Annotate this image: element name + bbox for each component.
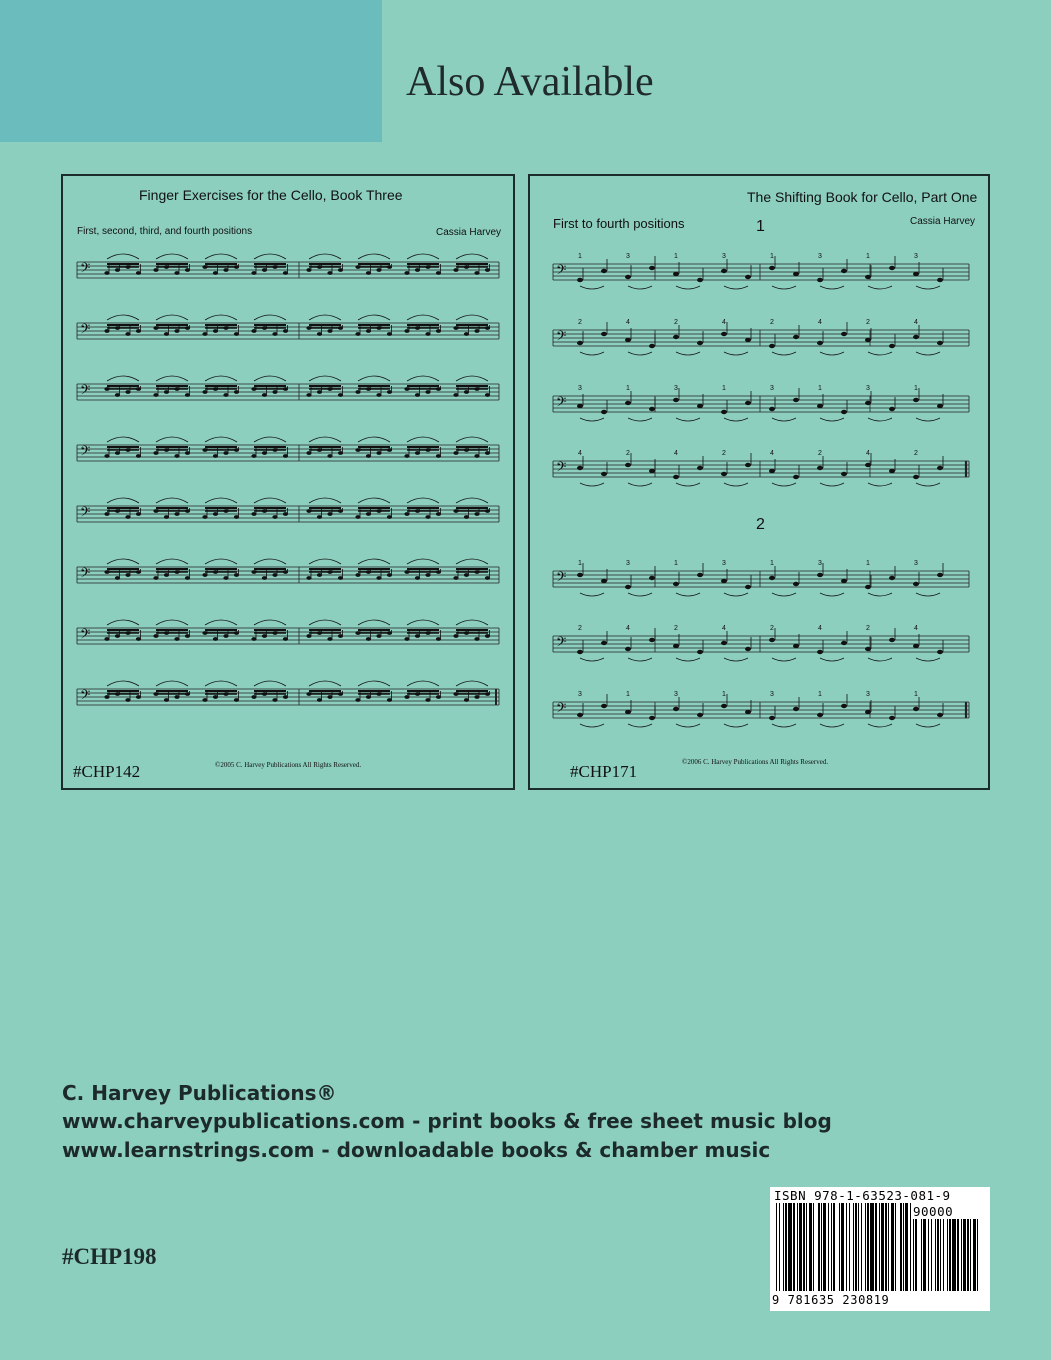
book-copyright: ©2006 C. Harvey Publications All Rights Reserved. — [682, 758, 829, 766]
svg-text:2: 2 — [866, 319, 870, 326]
svg-text:𝄢: 𝄢 — [80, 626, 91, 645]
svg-text:4: 4 — [770, 450, 774, 457]
publisher-website-1: www.charveypublications.com - print books & free sheet music blog — [62, 1109, 832, 1133]
svg-text:4: 4 — [722, 319, 726, 326]
isbn-barcode — [770, 1187, 990, 1311]
publisher-name: C. Harvey Publications® — [62, 1081, 337, 1105]
svg-text:𝄢: 𝄢 — [556, 700, 567, 719]
svg-text:𝄢: 𝄢 — [556, 634, 567, 653]
svg-text:𝄢: 𝄢 — [556, 328, 567, 347]
svg-text:2: 2 — [866, 625, 870, 632]
svg-text:2: 2 — [578, 319, 582, 326]
book-copyright: ©2005 C. Harvey Publications All Rights Reserved. — [215, 761, 362, 769]
svg-text:3: 3 — [818, 253, 822, 260]
book-title: The Shifting Book for Cello, Part One — [747, 189, 978, 205]
svg-text:𝄢: 𝄢 — [80, 321, 91, 340]
svg-text:2: 2 — [674, 625, 678, 632]
svg-text:𝄢: 𝄢 — [80, 382, 91, 401]
svg-text:𝄢: 𝄢 — [80, 260, 91, 279]
svg-text:𝄢: 𝄢 — [80, 504, 91, 523]
book-title: Finger Exercises for the Cello, Book Three — [139, 187, 403, 203]
section-number-1: 1 — [756, 218, 765, 235]
svg-text:3: 3 — [626, 560, 630, 567]
svg-text:1: 1 — [914, 691, 918, 698]
svg-text:3: 3 — [722, 560, 726, 567]
svg-text:1: 1 — [674, 560, 678, 567]
svg-text:4: 4 — [914, 319, 918, 326]
svg-text:4: 4 — [626, 625, 630, 632]
svg-text:𝄢: 𝄢 — [556, 569, 567, 588]
svg-text:𝄢: 𝄢 — [556, 262, 567, 281]
svg-text:2: 2 — [626, 450, 630, 457]
book-author: Cassia Harvey — [436, 227, 502, 238]
svg-text:2: 2 — [722, 450, 726, 457]
svg-text:1: 1 — [818, 385, 822, 392]
svg-text:4: 4 — [818, 625, 822, 632]
sheet-music-preview — [63, 176, 513, 788]
svg-text:2: 2 — [578, 625, 582, 632]
svg-text:𝄢: 𝄢 — [80, 687, 91, 706]
book-subtitle: First, second, third, and fourth positions — [77, 226, 253, 237]
svg-text:1: 1 — [866, 560, 870, 567]
svg-text:1: 1 — [722, 691, 726, 698]
book-code: #CHP171 — [570, 762, 638, 781]
svg-text:2: 2 — [818, 450, 822, 457]
svg-text:3: 3 — [578, 691, 582, 698]
svg-text:3: 3 — [914, 560, 918, 567]
book-author: Cassia Harvey — [910, 216, 976, 227]
svg-text:1: 1 — [578, 560, 582, 567]
svg-text:2: 2 — [914, 450, 918, 457]
ean-digits: 9 781635 230819 — [772, 1293, 890, 1307]
svg-text:1: 1 — [818, 691, 822, 698]
svg-text:4: 4 — [578, 450, 582, 457]
svg-text:3: 3 — [578, 385, 582, 392]
svg-text:3: 3 — [770, 385, 774, 392]
svg-text:1: 1 — [866, 253, 870, 260]
svg-text:3: 3 — [770, 691, 774, 698]
sheet-music-preview — [530, 176, 988, 788]
book-subtitle: First to fourth positions — [553, 216, 685, 231]
book-preview-shifting-book — [528, 174, 990, 790]
svg-text:3: 3 — [674, 691, 678, 698]
svg-text:𝄢: 𝄢 — [80, 565, 91, 584]
page-title: Also Available — [406, 59, 654, 105]
svg-text:1: 1 — [626, 385, 630, 392]
svg-text:4: 4 — [674, 450, 678, 457]
svg-text:3: 3 — [674, 385, 678, 392]
price-code: 90000 — [913, 1204, 954, 1219]
svg-text:1: 1 — [626, 691, 630, 698]
svg-text:2: 2 — [770, 625, 774, 632]
svg-text:3: 3 — [722, 253, 726, 260]
corner-block — [0, 0, 382, 142]
publisher-website-2: www.learnstrings.com - downloadable books & chamber music — [62, 1138, 771, 1162]
svg-text:𝄢: 𝄢 — [556, 459, 567, 478]
section-number-2: 2 — [756, 516, 765, 533]
svg-text:1: 1 — [674, 253, 678, 260]
svg-text:1: 1 — [722, 385, 726, 392]
svg-text:3: 3 — [866, 385, 870, 392]
book-preview-finger-exercises — [61, 174, 515, 790]
svg-text:4: 4 — [866, 450, 870, 457]
svg-text:1: 1 — [578, 253, 582, 260]
svg-text:4: 4 — [914, 625, 918, 632]
svg-text:1: 1 — [770, 253, 774, 260]
svg-text:𝄢: 𝄢 — [556, 394, 567, 413]
svg-text:4: 4 — [626, 319, 630, 326]
isbn-label: ISBN 978-1-63523-081-9 — [774, 1188, 951, 1203]
svg-text:2: 2 — [674, 319, 678, 326]
svg-text:3: 3 — [818, 560, 822, 567]
svg-text:3: 3 — [914, 253, 918, 260]
svg-text:𝄢: 𝄢 — [80, 443, 91, 462]
svg-text:1: 1 — [914, 385, 918, 392]
svg-text:4: 4 — [818, 319, 822, 326]
svg-text:3: 3 — [626, 253, 630, 260]
product-code: #CHP198 — [62, 1244, 157, 1269]
book-code: #CHP142 — [73, 762, 141, 781]
svg-text:3: 3 — [866, 691, 870, 698]
svg-text:4: 4 — [722, 625, 726, 632]
svg-text:1: 1 — [770, 560, 774, 567]
svg-text:2: 2 — [770, 319, 774, 326]
